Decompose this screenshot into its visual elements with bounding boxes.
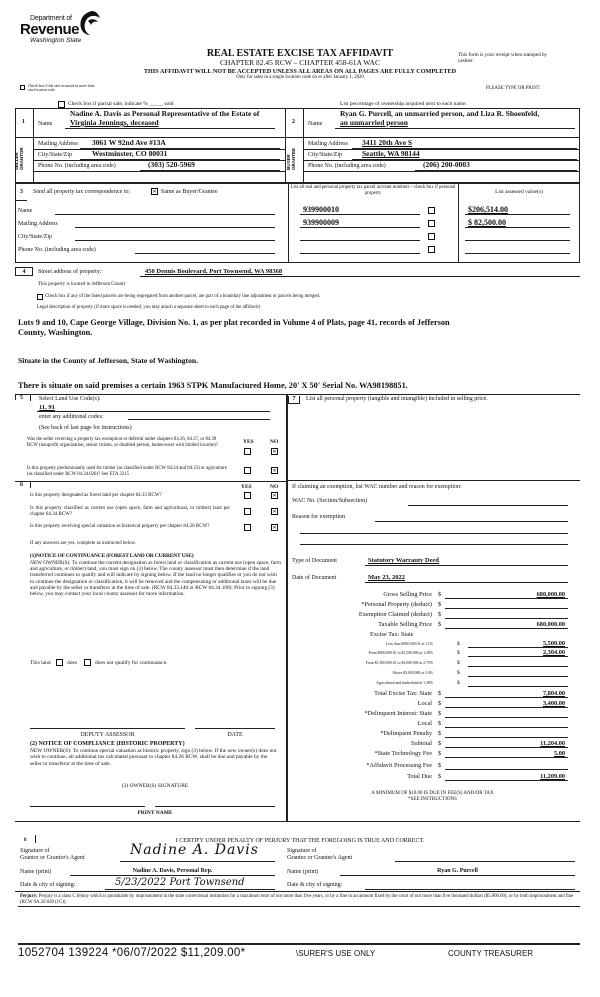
tier5-field[interactable] bbox=[468, 686, 568, 687]
wac-field[interactable] bbox=[408, 505, 568, 506]
buyer-name-label: Name bbox=[308, 121, 323, 127]
historical-question: Is this property receiving special valuation as historical property per chapter 84.26 RCW? bbox=[30, 524, 210, 529]
partial-sale-label: Check box if partial sale, indicate % _____ sold bbox=[68, 101, 174, 107]
form-warning: THIS AFFIDAVIT WILL NOT BE ACCEPTED UNLESS ALL AREAS ON ALL PAGES ARE FULLY COMPLETED bbox=[143, 68, 457, 75]
dollar-sign: $ bbox=[438, 720, 442, 727]
local-tax-value[interactable]: 3,400.00 bbox=[542, 700, 565, 707]
grantee-date-city-field[interactable] bbox=[365, 889, 575, 890]
please-type: PLEASE TYPE OR PRINT bbox=[486, 86, 540, 91]
same-as-buyer-label: Same as Buyer/Grantee bbox=[161, 189, 218, 195]
total-due-value[interactable]: 11,209.00 bbox=[540, 773, 565, 780]
notice2-title: (2) NOTICE OF COMPLIANCE (HISTORIC PROPERTY) bbox=[30, 741, 185, 747]
dollar-sign: $ bbox=[457, 660, 460, 666]
processing-fee-label: *Affidavit Processing Fee bbox=[366, 762, 432, 769]
dollar-sign: $ bbox=[457, 641, 460, 647]
grantor-sig-label-1: Signature of bbox=[20, 848, 50, 854]
dollar-sign: $ bbox=[457, 650, 460, 656]
see-instructions-note: *SEE INSTRUCTIONS bbox=[408, 797, 457, 802]
manufactured-home-text: There is situate on said premises a certain 1963 STPK Manufactured Home, 20' X 50' Serial No. WA98198851. bbox=[18, 381, 408, 390]
section-7-number: 7 bbox=[288, 396, 300, 404]
q6c-no-checkbox[interactable] bbox=[271, 524, 278, 531]
personal-property-deduct-field[interactable] bbox=[445, 608, 568, 609]
buyer-name-line2[interactable]: an unmarried person bbox=[340, 118, 408, 127]
street-address-value[interactable]: 450 Dennis Boulevard, Port Townsend, WA 98368 bbox=[145, 268, 283, 275]
grantee-sig-label-1: Signature of bbox=[287, 848, 317, 854]
document-type-label: Type of Document bbox=[292, 558, 337, 564]
exemption-header: If claiming an exemption, list WAC number and reason for exemption: bbox=[292, 484, 462, 490]
parcel-value-1[interactable]: $206,514.00 bbox=[468, 205, 508, 214]
grantee-date-city-label: Date & city of signing: bbox=[287, 882, 343, 888]
parcel-value-2[interactable]: $ 82,500.00 bbox=[468, 218, 506, 227]
corr-phone-field[interactable] bbox=[135, 253, 275, 254]
seller-city-value[interactable]: Westminster, CO 80031 bbox=[92, 149, 168, 158]
tier4-field[interactable] bbox=[468, 676, 568, 677]
corr-name-field[interactable] bbox=[55, 214, 275, 215]
grantor-signature[interactable]: Nadine A. Davis bbox=[130, 842, 259, 858]
segregate-checkbox[interactable] bbox=[37, 294, 43, 300]
buyer-city-label: City/State/Zip bbox=[308, 152, 342, 158]
grantor-name-value[interactable]: Nadine A. Davis, Personal Rep. bbox=[132, 868, 213, 874]
total-due-label: Total Due bbox=[407, 773, 432, 780]
document-date-value[interactable]: May 23, 2022 bbox=[368, 574, 406, 581]
land-use-codes[interactable]: 11, 91 bbox=[39, 404, 55, 411]
section-8-number: 8 bbox=[24, 838, 27, 843]
tier2-value[interactable]: 2,304.00 bbox=[542, 649, 565, 656]
same-as-buyer-checkbox[interactable] bbox=[151, 188, 158, 195]
section-3-number: 3 bbox=[20, 189, 23, 195]
land-does-not-checkbox[interactable] bbox=[84, 659, 91, 666]
assessed-header: List assessed value(s) bbox=[495, 189, 543, 195]
notice1-body: NEW OWNER(S): To continue the current designation as forest land or classification as current use (open space, farm and agriculture, or timber) land, you must sign on (3) below. The county assessor must then determine if the land transferred continues to qualify and will indicate by signing below. If the land no longer qualifies or you do not wish to continue the designation or classification, it will be removed and the compensating or additional taxes will be due and payable by the seller or transferor at the time of sale. (RCW 84.33.140 or RCW 84.34.108). Prior to signing (3) below, you may contact your local county assessor for more information. bbox=[30, 560, 281, 598]
treasurer-use-label: \SURER'S USE ONLY bbox=[296, 949, 376, 958]
seller-side-label: SELLER GRANTOR bbox=[14, 147, 24, 170]
tier1-value[interactable]: 5,500.00 bbox=[542, 640, 565, 647]
timber-question: Is this property predominantly used for timber (as classified under RCW 84.34 and 84.33) or agriculture (as classified under RCW 84.34.020)? See ETA 3215 bbox=[27, 466, 227, 477]
dollar-sign: $ bbox=[457, 680, 460, 686]
total-state-value[interactable]: 7,804.00 bbox=[542, 690, 565, 697]
seller-mailing-value[interactable]: 3061 W 92nd Ave #13A bbox=[92, 138, 166, 147]
document-date-label: Date of Document bbox=[292, 575, 337, 581]
seller-name-label: Name bbox=[38, 121, 53, 127]
if-yes-note: If any answers are yes, complete as instructed below. bbox=[30, 541, 137, 546]
seller-city-label: City/State/Zip bbox=[38, 152, 72, 158]
buyer-mailing-label: Mailing Address bbox=[308, 141, 348, 147]
multi-location-checkbox[interactable] bbox=[20, 85, 25, 90]
parcel-value-4[interactable] bbox=[465, 253, 570, 254]
exemption-question: Was the seller receiving a property tax exemption or deferral under chapters 84.36, 84.37, or 84.38 RCW (nonprofit organization, senior citizen, or disabled person, homeowner with limited income)? bbox=[27, 437, 218, 448]
gross-price-value[interactable]: 680,000.00 bbox=[536, 591, 565, 598]
section-2-number: 2 bbox=[292, 119, 295, 125]
wac-label: WAC No. (Section/Subsection) bbox=[292, 498, 368, 504]
processing-fee-field[interactable] bbox=[445, 769, 568, 770]
deputy-assessor-label: DEPUTY ASSESSOR bbox=[80, 732, 135, 738]
exemption-claimed-label: Exemption Claimed (deduct) bbox=[358, 611, 432, 618]
perjury-text: Perjury is a class C felony which is punishable by imprisonment in the state correctional institution for a maximum term of not more than five years, or by a fine in an amount fixed by the court of not more than five thousand dollars ($5,000.00), or by both imprisonment and fine (RCW 9A.20.020 (1C)). bbox=[20, 894, 574, 905]
county-treasurer-label: COUNTY TREASURER bbox=[448, 949, 534, 958]
land-use-yes-header: YES bbox=[243, 439, 254, 445]
seller-name-line2[interactable]: Virginia Jennings, deceased bbox=[70, 118, 159, 127]
notice1-title: (1)NOTICE OF CONTINUANCE (FOREST LAND OR CURRENT USE) bbox=[30, 553, 194, 559]
local-tax-label: Local bbox=[417, 700, 432, 707]
section-5-number: 5 bbox=[20, 395, 23, 401]
parcel-personal-checkbox-4[interactable] bbox=[428, 246, 435, 253]
multi-location-label: Check box if the sale occurred in more than one location code bbox=[28, 84, 95, 93]
document-type-value[interactable]: Statutory Warranty Deed bbox=[368, 557, 440, 564]
land-does-checkbox[interactable] bbox=[56, 659, 63, 666]
corr-mailing-field[interactable] bbox=[75, 227, 275, 228]
this-land-label: This land bbox=[30, 660, 51, 666]
street-address-label: Street address of property: bbox=[38, 269, 102, 275]
exemption-reason-line3[interactable] bbox=[300, 544, 568, 545]
situate-text: Situate in the County of Jefferson, State of Washington. bbox=[18, 356, 199, 365]
grantor-date-city-label: Date & city of signing: bbox=[20, 882, 76, 888]
dollar-sign: $ bbox=[438, 730, 442, 737]
seller-name-line1[interactable]: Nadine A. Davis as Personal Representative of the Estate of bbox=[70, 109, 260, 118]
gross-price-label: Gross Selling Price bbox=[383, 591, 432, 598]
buyer-name-line1[interactable]: Ryan G. Purcell, an unmarried person, and Liza R. Shoenfeld, bbox=[340, 109, 540, 118]
delinquent-interest-state-field[interactable] bbox=[445, 717, 568, 718]
buyer-city-value[interactable]: Seattle, WA 98144 bbox=[362, 149, 420, 158]
dollar-sign: $ bbox=[438, 762, 442, 769]
land-does-label: does bbox=[67, 660, 78, 666]
land-use-label: Select Land Use Code(s): bbox=[39, 396, 101, 402]
subtotal-value[interactable]: 11,204.00 bbox=[540, 740, 565, 747]
q6a-no-checkbox[interactable] bbox=[271, 492, 278, 499]
parcel-number-2[interactable]: 939900009 bbox=[303, 218, 339, 227]
print-name-label: PRINT NAME bbox=[137, 810, 173, 816]
buyer-mailing-value[interactable]: 3411 20th Ave S bbox=[362, 138, 413, 147]
parcel-number-1[interactable]: 939900010 bbox=[303, 205, 339, 214]
certify-statement: I CERTIFY UNDER PENALTY OF PERJURY THAT THE FOREGOING IS TRUE AND CORRECT. bbox=[175, 838, 425, 844]
dollar-sign: $ bbox=[438, 601, 442, 608]
grantee-name-label: Name (print) bbox=[287, 869, 319, 875]
forest-land-question: Is this property designated as forest land per chapter 84.33 RCW? bbox=[30, 493, 162, 498]
grantor-date-city-value[interactable]: 5/23/2022 Port Townsend bbox=[115, 877, 245, 888]
dollar-sign: $ bbox=[438, 621, 442, 628]
exemption-reason-line2[interactable] bbox=[300, 533, 568, 534]
land-use-no-header: NO bbox=[270, 439, 279, 445]
parcel-number-3[interactable] bbox=[300, 240, 420, 241]
tier5-label: Agricultural and timberland at 1.28% bbox=[376, 681, 433, 685]
exemption-claimed-field[interactable] bbox=[445, 618, 568, 619]
county-note: This property is located in Jefferson County bbox=[38, 282, 126, 287]
legal-description-line1[interactable]: Lots 9 and 10, Cape George Village, Division No. 1, as per plat recorded in Volume 4 of Plats, page 41, records of Jefferson bbox=[18, 318, 450, 327]
exemption-reason-label: Reason for exemption bbox=[292, 514, 345, 520]
legal-description-line2[interactable]: County, Washington. bbox=[18, 328, 93, 337]
perjury-label: Perjury: bbox=[20, 894, 38, 899]
dollar-sign: $ bbox=[438, 690, 442, 697]
tier3-field[interactable] bbox=[468, 666, 568, 667]
taxable-price-label: Taxable Selling Price bbox=[378, 621, 432, 628]
dollar-sign: $ bbox=[438, 773, 442, 780]
correspondence-label: Send all property tax correspondence to: bbox=[33, 189, 131, 195]
q5b-no-checkbox[interactable] bbox=[271, 467, 278, 474]
seller-mailing-label: Mailing Address bbox=[38, 141, 78, 147]
section-1-number: 1 bbox=[22, 119, 25, 125]
q5a-yes-checkbox[interactable] bbox=[244, 448, 251, 455]
minimum-due-note: A MINIMUM OF $10.00 IS DUE IN FEE(S) AND/OR TAX bbox=[371, 791, 494, 796]
form-subtitle: CHAPTER 82.45 RCW – CHAPTER 458-61A WAC bbox=[220, 58, 380, 67]
buyer-side-label: BUYER GRANTEE bbox=[286, 147, 296, 170]
grantee-name-value[interactable]: Ryan G. Purcell bbox=[437, 868, 478, 874]
corr-city-label: City/State/Zip bbox=[18, 234, 52, 240]
dollar-sign: $ bbox=[457, 670, 460, 676]
delinquent-interest-local-label: Local bbox=[417, 720, 432, 727]
assessor-date-label: DATE bbox=[227, 732, 243, 738]
owner-signature-label: (3) OWNER(S) SIGNATURE bbox=[121, 783, 189, 789]
segregate-label: Check box if any of the listed parcels are being segregated from another parcel, are part of a boundary line adjustment or parcels being merged. bbox=[45, 294, 321, 299]
q5b-yes-checkbox[interactable] bbox=[244, 467, 251, 474]
parcel-value-3[interactable] bbox=[465, 240, 570, 241]
land-does-not-label: does not qualify for continuance. bbox=[95, 660, 168, 666]
logo-state-text: Washington State bbox=[30, 37, 82, 44]
owner-signature-field[interactable] bbox=[30, 806, 145, 807]
section6-yes-header: YES bbox=[241, 484, 252, 490]
current-use-question: Is this property classified as current use (open space, farm and agricultural, or timber) land per chapter 84.34 RCW? bbox=[30, 506, 230, 517]
tier1-label: Less than $500,000.01 at 1.1% bbox=[386, 642, 433, 646]
legal-description-label: Legal description of property (if more space is needed, you may attach a separate sheet to each page of the affidavit) bbox=[37, 305, 261, 310]
parcel-personal-checkbox-2[interactable] bbox=[428, 220, 435, 227]
seller-phone-label: Phone No. (including area code) bbox=[38, 163, 116, 169]
tech-fee-label: *State Technology Fee bbox=[374, 750, 432, 757]
total-state-label: Total Excise Tax: State bbox=[374, 690, 432, 697]
ownership-note: List percentage of ownership acquired next to each name. bbox=[340, 101, 467, 107]
receipt-note: This form is your receipt when stamped by cashier. bbox=[458, 52, 548, 64]
corr-city-field[interactable] bbox=[75, 240, 275, 241]
grantee-signature-field[interactable] bbox=[395, 861, 575, 862]
delinquent-penalty-field[interactable] bbox=[445, 737, 568, 738]
q6a-yes-checkbox[interactable] bbox=[244, 492, 251, 499]
grantor-sig-label-2: Grantor or Grantor's Agent bbox=[20, 855, 85, 861]
dollar-sign: $ bbox=[438, 710, 442, 717]
delinquent-penalty-label: *Delinquent Penalty bbox=[380, 730, 432, 737]
assessor-date-field[interactable] bbox=[195, 728, 275, 729]
seller-phone-value[interactable]: (303) 520-5969 bbox=[148, 160, 195, 169]
subtotal-label: Subtotal bbox=[411, 740, 432, 747]
section-4-number: 4 bbox=[15, 267, 33, 276]
dollar-sign: $ bbox=[438, 750, 442, 757]
wave-logo-icon bbox=[78, 10, 102, 36]
dollar-sign: $ bbox=[438, 700, 442, 707]
cashier-stamp: 1052704 139224 *06/07/2022 $11,209.00* bbox=[18, 947, 246, 959]
see-back-note: (See back of last page for instructions) bbox=[39, 425, 132, 431]
grantee-sig-label-2: Grantee or Grantee's Agent bbox=[287, 855, 353, 861]
form-date-note: Only for sales in a single location code on or after January 1, 2020 bbox=[236, 75, 364, 80]
perjury-notice bbox=[20, 894, 580, 906]
section6-no-header: NO bbox=[270, 484, 279, 490]
section-6-number: 6 bbox=[20, 482, 23, 488]
corr-name-label: Name bbox=[18, 208, 33, 214]
additional-codes-label: enter any additional codes: bbox=[39, 414, 104, 420]
grantor-name-label: Name (print) bbox=[20, 869, 52, 875]
dollar-sign: $ bbox=[438, 740, 442, 747]
deputy-assessor-signature-field[interactable] bbox=[30, 728, 185, 729]
excise-tax-state-label: Excise Tax: State bbox=[370, 631, 414, 638]
dor-logo bbox=[20, 8, 110, 46]
q5a-no-checkbox[interactable] bbox=[271, 448, 278, 455]
exemption-reason-field[interactable] bbox=[375, 521, 568, 522]
parcels-header: List all real and personal property tax parcel account numbers – check box if personal property bbox=[290, 185, 456, 196]
additional-codes-field[interactable] bbox=[128, 419, 270, 420]
tier3-label: From $1,500,000.01 to $3,000,000 at 2.75% bbox=[365, 661, 433, 665]
personal-property-deduct-label: *Personal Property (deduct) bbox=[361, 601, 432, 608]
taxable-price-value[interactable]: 680,000.00 bbox=[536, 621, 565, 628]
delinquent-interest-state-label: *Delinquent Interest: State bbox=[364, 710, 432, 717]
tech-fee-value[interactable]: 5.00 bbox=[553, 750, 565, 757]
logo-dept-text: Department of bbox=[30, 15, 72, 22]
q6b-no-checkbox[interactable] bbox=[271, 508, 278, 515]
corr-phone-label: Phone No. (including area code) bbox=[18, 247, 96, 253]
partial-sale-checkbox[interactable] bbox=[58, 101, 65, 108]
q6b-yes-checkbox[interactable] bbox=[244, 508, 251, 515]
logo-revenue-text: Revenue bbox=[20, 21, 80, 38]
parcel-number-4[interactable] bbox=[300, 253, 420, 254]
personal-property-label: List all personal property (tangible and intangible) included in selling price. bbox=[306, 396, 488, 402]
parcel-personal-checkbox-3[interactable] bbox=[428, 233, 435, 240]
tier4-label: Above $3,000,000 at 3.0% bbox=[392, 671, 433, 675]
form-title: REAL ESTATE EXCISE TAX AFFIDAVIT bbox=[206, 48, 394, 59]
owner-print-name-field[interactable] bbox=[155, 806, 275, 807]
tier2-label: From $500,000.01 to $1,500,000 at 1.28% bbox=[368, 651, 433, 655]
dollar-sign: $ bbox=[438, 591, 442, 598]
buyer-phone-label: Phone No. (including area code) bbox=[308, 163, 386, 169]
dollar-sign: $ bbox=[438, 611, 442, 618]
q6c-yes-checkbox[interactable] bbox=[244, 524, 251, 531]
buyer-phone-value[interactable]: (206) 200-0003 bbox=[423, 160, 470, 169]
delinquent-interest-local-field[interactable] bbox=[445, 727, 568, 728]
parcel-personal-checkbox-1[interactable] bbox=[428, 207, 435, 214]
notice2-body: NEW OWNER(S): To continue special valuation as historic property, sign (3) below. If the new owner(s) does not wish to continue, all additional tax calculated pursuant to chapter 84.26 RCW, shall be due and payable by the seller or transferor at the time of sale. bbox=[30, 748, 277, 767]
corr-mailing-label: Mailing Address bbox=[18, 221, 58, 227]
